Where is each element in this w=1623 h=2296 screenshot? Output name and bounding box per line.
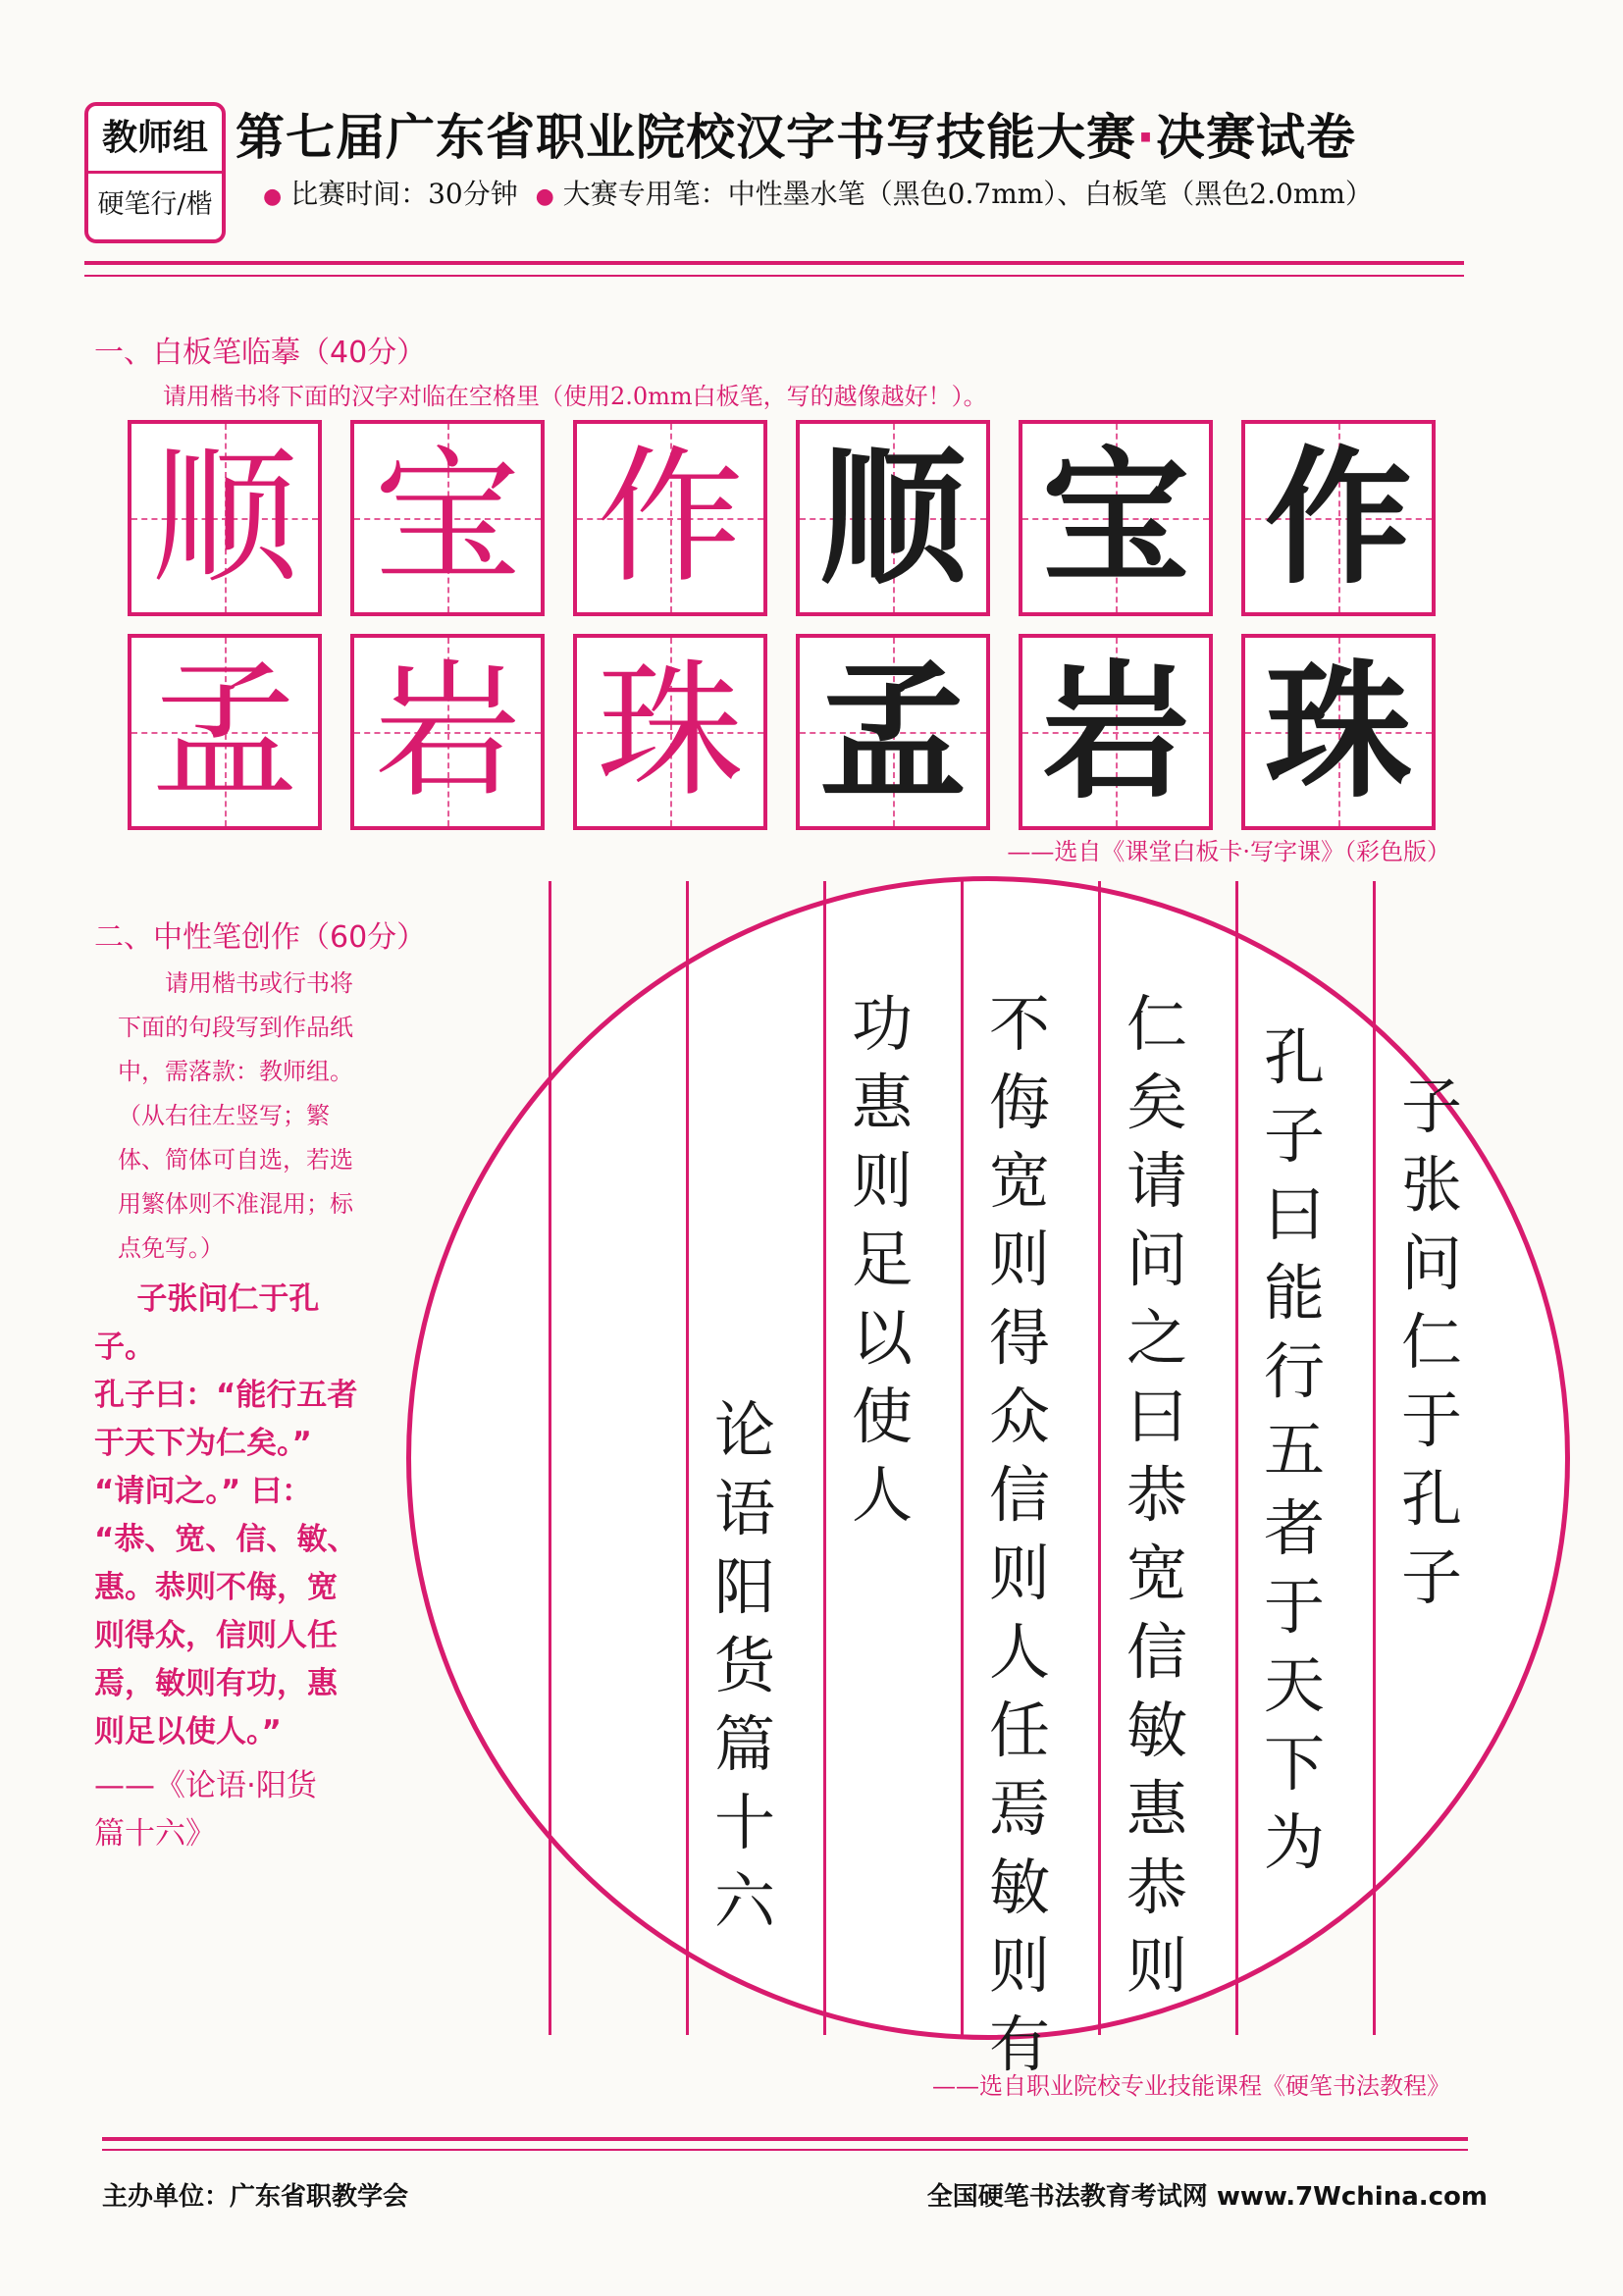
section2-source: ——选自职业院校专业技能课程《硬笔书法教程》 (932, 2072, 1450, 2100)
website: 全国硬笔书法教育考试网 www.7Wchina.com (926, 2182, 1488, 2212)
tracing-cell (350, 420, 545, 616)
header-rule (84, 261, 1464, 265)
calligraphy-column: 子张问仁于孔子 (1400, 1070, 1462, 1613)
model-character: 顺 (818, 432, 967, 604)
model-character: 作 (1264, 432, 1412, 604)
calligraphy-column: 论语阳货篇十六 (713, 1394, 775, 1937)
column-rule (1235, 881, 1238, 2035)
bullet-icon: ● (263, 184, 283, 209)
passage-line: 子张问仁于孔子。 (94, 1281, 320, 1365)
tracing-cell (1241, 634, 1436, 830)
calligraphy-column: 孔子曰能行五者于天下为 (1263, 1021, 1325, 1878)
passage-line: “恭、宽、信、敏、 (94, 1522, 358, 1557)
section1-title: 一、白板笔临摹（40分） (94, 336, 427, 370)
model-character: 孟 (818, 646, 967, 818)
model-character: 孟 (150, 647, 298, 817)
bullet-icon: ● (535, 184, 554, 209)
passage-line: 则得众，信则人任 (94, 1618, 338, 1653)
section1-source: ——选自《课堂白板卡·写字课》（彩色版） (1007, 838, 1450, 865)
section1-instruction: 请用楷书将下面的汉字对临在空格里（使用2.0mm白板笔，写的越像越好！）。 (163, 383, 987, 410)
tracing-cell (128, 420, 322, 616)
passage-line: 则足以使人。” (94, 1714, 282, 1749)
exam-info (263, 173, 1373, 212)
work-paper-circle (406, 876, 1570, 2080)
model-character: 岩 (1041, 646, 1189, 818)
section2-passage (94, 1276, 379, 1858)
passage-line: 焉，敏则有功，惠 (94, 1666, 338, 1701)
tracing-cell (1019, 634, 1213, 830)
tracing-cell (1019, 420, 1213, 616)
passage-line: 于天下为仁矣。” (94, 1426, 312, 1461)
tracing-cell (128, 634, 322, 830)
model-character: 作 (596, 433, 744, 603)
column-rule (1373, 881, 1376, 2035)
badge-group-label: 教师组 (88, 106, 222, 174)
header-rule-thin (84, 275, 1464, 277)
organizer: 主办单位：广东省职教学会 (102, 2182, 409, 2212)
exam-pen: 大赛专用笔：中性墨水笔（黑色0.7mm）、白板笔（黑色2.0mm） (562, 178, 1373, 210)
tracing-cell (1241, 420, 1436, 616)
column-rule (686, 881, 689, 2035)
column-rule (961, 881, 964, 2035)
tracing-cell (350, 634, 545, 830)
model-character: 岩 (373, 647, 521, 817)
passage-line: “请问之。” 曰： (94, 1474, 313, 1509)
column-rule (823, 881, 826, 2035)
passage-citation: 篇十六》 (94, 1816, 216, 1852)
model-character: 珠 (1264, 646, 1412, 818)
group-badge (84, 102, 226, 243)
tracing-cell (573, 420, 767, 616)
passage-citation: ——《论语·阳货 (94, 1768, 317, 1803)
footer-rule (102, 2137, 1468, 2141)
passage-line: 孔子曰：“能行五者 (94, 1378, 358, 1413)
column-rule (1098, 881, 1101, 2035)
passage-line: 惠。恭则不侮，宽 (94, 1570, 338, 1605)
model-character: 宝 (373, 433, 521, 603)
page-title (236, 98, 1356, 169)
tracing-cell (796, 420, 990, 616)
column-rule (549, 881, 551, 2035)
title-dot: · (1136, 109, 1156, 166)
exam-time: 比赛时间：30分钟 (290, 178, 518, 210)
title-end: 决赛试卷 (1156, 109, 1356, 166)
calligraphy-column: 不侮宽则得众信则人任焉敏则有 (988, 988, 1050, 2080)
model-character: 顺 (150, 433, 298, 603)
tracing-cell (796, 634, 990, 830)
section2-instruction: 请用楷书或行书将下面的句段写到作品纸中，需落款：教师组。（从右往左竖写；繁体、简体可自选，若选用繁体则不准混用；标点免写。） (118, 969, 353, 1262)
calligraphy-column: 功惠则足以使人 (851, 988, 913, 1531)
tracing-cell (573, 634, 767, 830)
title-main: 第七届广东省职业院校汉字书写技能大赛 (236, 109, 1136, 166)
badge-style-label: 硬笔行/楷 (97, 189, 213, 220)
calligraphy-column: 仁矣请问之曰恭宽信敏惠恭则 (1126, 988, 1187, 2002)
footer-rule-thin (102, 2149, 1468, 2151)
section2-title: 二、中性笔创作（60分） (94, 920, 427, 955)
model-character: 宝 (1041, 432, 1189, 604)
model-character: 珠 (596, 647, 744, 817)
